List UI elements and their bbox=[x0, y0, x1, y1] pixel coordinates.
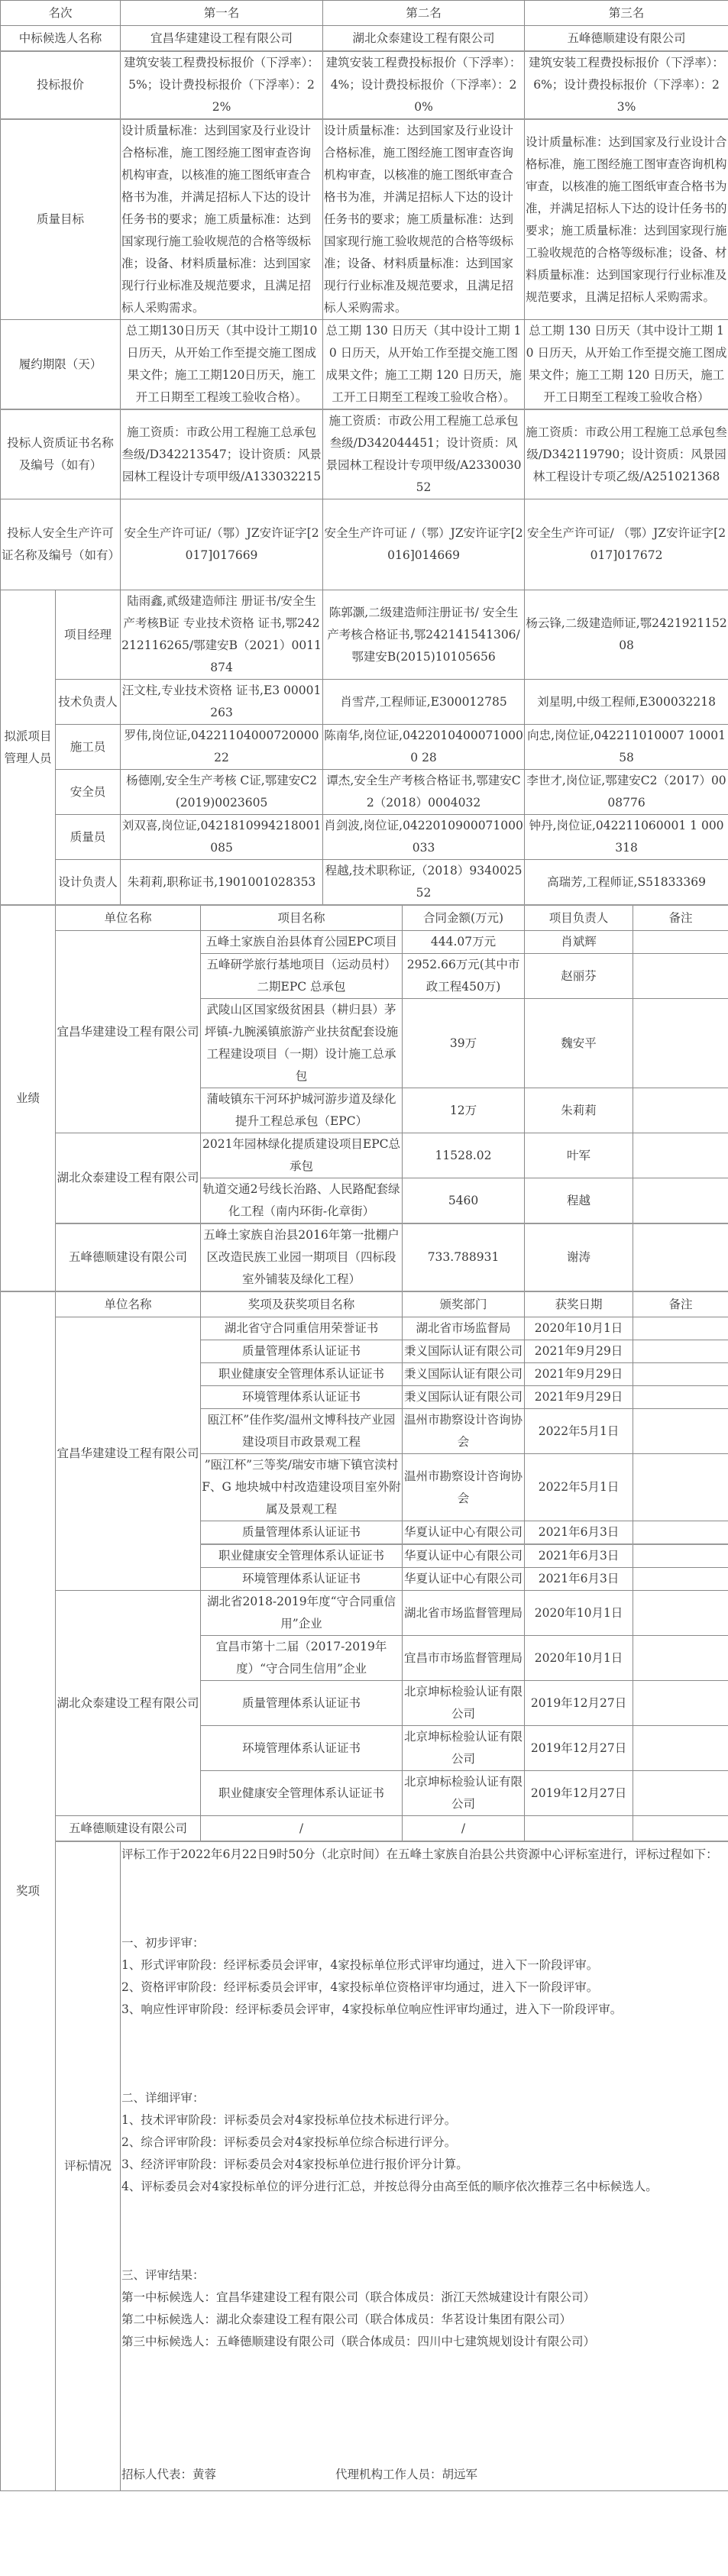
section-item: 第三中标候选人：五峰德顺建设有限公司（联合体成员：四川中七建筑规划设计有限公司） bbox=[121, 2335, 596, 2348]
rank-header-row bbox=[1, 1, 728, 26]
note bbox=[633, 999, 728, 1088]
award-issuer: 北京坤标检验认证有限公司 bbox=[403, 1726, 525, 1771]
note bbox=[633, 1088, 728, 1133]
candidate-name-row bbox=[1, 26, 728, 52]
personnel-row bbox=[1, 860, 728, 906]
evaluation-row bbox=[1, 1841, 728, 2491]
section-item: 3、经济评审阶段：评标委员会对4家投标单位进行报价评分计算。 bbox=[121, 2157, 468, 2171]
award-date: 2021年9月29日 bbox=[525, 1386, 633, 1409]
note bbox=[633, 1591, 728, 1636]
award-name: 职业健康安全管理体系认证证书 bbox=[201, 1544, 403, 1568]
award-issuer: 华夏认证中心有限公司 bbox=[403, 1568, 525, 1591]
personnel-row bbox=[1, 815, 728, 860]
tenderer-representative: 招标人代表：黄蓉 bbox=[121, 2468, 217, 2481]
project-name: 2021年园林绿化提质建设项目EPC总承包 bbox=[201, 1133, 403, 1178]
evaluation-label: 评标情况 bbox=[56, 1841, 121, 2491]
evaluation-content bbox=[121, 1841, 728, 2491]
bid-price-1: 建筑安装工程费投标报价（下浮率）：5%；设计费投标报价（下浮率）：22% bbox=[121, 51, 323, 119]
note bbox=[633, 1816, 728, 1842]
personnel-value: 肖雪芹,工程师证,E300012785 bbox=[323, 680, 525, 725]
contract-period-1: 总工期130日历天（其中设计工期10日历天，从开始工作至提交施工图成果文件；施工工期120日历天，施工开工日期至工程竣工验收合格）。 bbox=[121, 320, 323, 410]
note bbox=[633, 931, 728, 954]
award-name: 湖北省守合同重信用荣誉证书 bbox=[201, 1317, 403, 1340]
award-date: 2019年12月27日 bbox=[525, 1726, 633, 1771]
contract-amount: 11528.02 bbox=[403, 1133, 525, 1178]
award-issuer: 湖北省市场监督管理局 bbox=[403, 1591, 525, 1636]
personnel-row bbox=[1, 725, 728, 770]
note bbox=[633, 1544, 728, 1568]
award-issuer: 华夏认证中心有限公司 bbox=[403, 1544, 525, 1568]
personnel-value: 罗伟,岗位证,04221104000720000 22 bbox=[121, 725, 323, 770]
quality-target-3: 设计质量标准：达到国家及行业设计合格标准，施工图经施工图审查咨询机构审查，以核准的施工图纸审查合格书为准，并满足招标人下达的设计任务书的要求；施工质量标准：达到国家现行施工验收规范的合格等级标准；设备、材料质量标准：达到国家现行行业标准及规范要求，且满足招标人采购需求。 bbox=[525, 119, 728, 320]
note bbox=[633, 1133, 728, 1178]
safety-license-1: 安全生产许可证/（鄂）JZ安许证字[2017]017669 bbox=[121, 499, 323, 590]
personnel-value: 朱莉莉,职称证书,1901001028353 bbox=[121, 860, 323, 906]
award-name: 环境管理体系认证证书 bbox=[201, 1568, 403, 1591]
candidate-name-2: 湖北众泰建设工程有限公司 bbox=[323, 26, 525, 52]
evaluation-intro: 评标工作于2022年6月22日9时50分（北京时间）在五峰土家族自治县公共资源中心评标室进行，评标过程如下： bbox=[121, 1847, 718, 1861]
performance-header-row bbox=[1, 905, 728, 931]
personnel-value: 程越,技术职称证,（2018）934002552 bbox=[323, 860, 525, 906]
personnel-value: 李世才,岗位证,鄂建安C2（2017）0008776 bbox=[525, 770, 728, 815]
quality-target-1: 设计质量标准：达到国家及行业设计合格标准，施工图经施工图审查咨询机构审查，以核准的施工图纸审查合格书为准，并满足招标人下达的设计任务书的要求；施工质量标准：达到国家现行施工验收规范的合格等级标准；设备、材料质量标准：达到国家现行行业标准及规范要求，且满足招标人采购需求。 bbox=[121, 119, 323, 320]
award-date: 2021年6月3日 bbox=[525, 1544, 633, 1568]
award-row bbox=[1, 1816, 728, 1842]
candidate-name-1: 宜昌华建建设工程有限公司 bbox=[121, 26, 323, 52]
award-date: 2022年5月1日 bbox=[525, 1454, 633, 1521]
project-lead: 肖斌辉 bbox=[525, 931, 633, 954]
role-label: 质量员 bbox=[56, 815, 121, 860]
safety-license-row bbox=[1, 499, 728, 590]
award-issuer: 北京坤标检验认证有限公司 bbox=[403, 1771, 525, 1816]
unit-name: 湖北众泰建设工程有限公司 bbox=[56, 1591, 201, 1816]
note bbox=[633, 1223, 728, 1291]
awards-header-row bbox=[1, 1291, 728, 1317]
award-issuer: 宜昌市市场监督管理局 bbox=[403, 1636, 525, 1681]
note bbox=[633, 1363, 728, 1386]
project-lead: 赵丽芬 bbox=[525, 954, 633, 999]
rank-3-header: 第三名 bbox=[525, 1, 728, 26]
bid-price-row bbox=[1, 51, 728, 119]
note bbox=[633, 1386, 728, 1409]
award-name: 瓯江杯”佳作奖/温州文博科技产业园建设项目市政景观工程 bbox=[201, 1409, 403, 1454]
bid-price-2: 建筑安装工程费投标报价（下浮率）：4%；设计费投标报价（下浮率）：20% bbox=[323, 51, 525, 119]
contract-amount: 5460 bbox=[403, 1178, 525, 1224]
award-issuer: 秉义国际认证有限公司 bbox=[403, 1340, 525, 1363]
award-name: 环境管理体系认证证书 bbox=[201, 1726, 403, 1771]
qualification-row bbox=[1, 409, 728, 499]
award-row bbox=[1, 1591, 728, 1636]
award-name: 湖北省2018-2019年度“守合同重信用”企业 bbox=[201, 1591, 403, 1636]
row-label: 投标人资质证书名称及编号（如有） bbox=[1, 409, 121, 499]
col-date: 获奖日期 bbox=[525, 1291, 633, 1317]
contract-period-row bbox=[1, 320, 728, 410]
project-name: 轨道交通2号线长治路、人民路配套绿化工程（南内环街-化章街） bbox=[201, 1178, 403, 1224]
award-name: 质量管理体系认证证书 bbox=[201, 1521, 403, 1545]
project-lead: 朱莉莉 bbox=[525, 1088, 633, 1133]
award-issuer: 秉义国际认证有限公司 bbox=[403, 1386, 525, 1409]
award-issuer: 温州市勘察设计咨询协会 bbox=[403, 1409, 525, 1454]
personnel-value: 向忠,岗位证,042211010007 1000158 bbox=[525, 725, 728, 770]
award-name: 质量管理体系认证证书 bbox=[201, 1681, 403, 1726]
award-name: / bbox=[201, 1816, 403, 1842]
personnel-value: 刘双喜,岗位证,0421810994218001085 bbox=[121, 815, 323, 860]
bid-price-3: 建筑安装工程费投标报价（下浮率）：6%；设计费投标报价（下浮率）：23% bbox=[525, 51, 728, 119]
note bbox=[633, 1681, 728, 1726]
award-date: 2021年9月29日 bbox=[525, 1363, 633, 1386]
award-date: 2021年9月29日 bbox=[525, 1340, 633, 1363]
row-label: 履约期限（天） bbox=[1, 320, 121, 410]
note bbox=[633, 1178, 728, 1224]
project-lead: 程越 bbox=[525, 1178, 633, 1224]
row-label: 质量目标 bbox=[1, 119, 121, 320]
personnel-value: 肖剑波,岗位证,0422010900071000033 bbox=[323, 815, 525, 860]
award-issuer: 华夏认证中心有限公司 bbox=[403, 1521, 525, 1545]
personnel-row bbox=[1, 770, 728, 815]
personnel-row bbox=[1, 590, 728, 680]
project-name: 蒲岐镇东干河环护城河游步道及绿化提升工程总承包（EPC） bbox=[201, 1088, 403, 1133]
section-item: 1、形式评审阶段：经评标委员会评审，4家投标单位形式评审均通过，进入下一阶段评审。 bbox=[121, 1958, 599, 1972]
project-name: 五峰研学旅行基地项目（运动员村）二期EPC 总承包 bbox=[201, 954, 403, 999]
col-amount: 合同金额(万元) bbox=[403, 905, 525, 931]
col-note: 备注 bbox=[633, 905, 728, 931]
contract-amount: 733.788931 bbox=[403, 1223, 525, 1291]
quality-target-row bbox=[1, 119, 728, 320]
award-row bbox=[1, 1317, 728, 1340]
rank-label: 名次 bbox=[1, 1, 121, 26]
award-name: 环境管理体系认证证书 bbox=[201, 1386, 403, 1409]
personnel-value: 汪文柱,专业技术资格 证书,E3 00001263 bbox=[121, 680, 323, 725]
note bbox=[633, 954, 728, 999]
personnel-value: 陈郭灏,二级建造师注册证书/ 安全生产考核合格证书,鄂242141541306/鄂建安B(2015)10105656 bbox=[323, 590, 525, 680]
personnel-group-label: 拟派项目管理人员 bbox=[1, 590, 56, 906]
contract-period-3: 总工期 130 日历天（其中设计工期 10 日历天，从开始工作至提交施工图成果文件；施工工期 120 日历天，施工开工日期至工程竣工验收合格） bbox=[525, 320, 728, 410]
rank-1-header: 第一名 bbox=[121, 1, 323, 26]
personnel-value: 钟丹,岗位证,042211060001 1 000318 bbox=[525, 815, 728, 860]
col-project: 项目名称 bbox=[201, 905, 403, 931]
section-title: 三、评审结果： bbox=[121, 2268, 205, 2282]
award-issuer: 湖北省市场监督局 bbox=[403, 1317, 525, 1340]
personnel-value: 谭杰,安全生产考核合格证书,鄂建安C2（2018）0004032 bbox=[323, 770, 525, 815]
award-issuer: 北京坤标检验认证有限公司 bbox=[403, 1681, 525, 1726]
award-date: 2021年6月3日 bbox=[525, 1521, 633, 1545]
section-title: 二、详细评审： bbox=[121, 2091, 205, 2105]
unit-name: 五峰德顺建设有限公司 bbox=[56, 1223, 201, 1291]
award-date: 2020年10月1日 bbox=[525, 1636, 633, 1681]
note bbox=[633, 1409, 728, 1454]
note bbox=[633, 1726, 728, 1771]
unit-name: 宜昌华建建设工程有限公司 bbox=[56, 931, 201, 1133]
safety-license-3: 安全生产许可证/ （鄂）JZ安许证字[2017]017672 bbox=[525, 499, 728, 590]
personnel-value: 杨德刚,安全生产考核 C证,鄂建安C2(2019)0023605 bbox=[121, 770, 323, 815]
section-item: 第二中标候选人：湖北众泰建设工程有限公司（联合体成员：华茗设计集团有限公司） bbox=[121, 2313, 572, 2326]
personnel-value: 杨云锋,二级建造师证,鄂242192115208 bbox=[525, 590, 728, 680]
unit-name: 宜昌华建建设工程有限公司 bbox=[56, 1317, 201, 1591]
personnel-row bbox=[1, 680, 728, 725]
contract-amount: 444.07万元 bbox=[403, 931, 525, 954]
performance-row bbox=[1, 1133, 728, 1178]
section-item: 2、综合评审阶段：评标委员会对4家投标单位综合标进行评分。 bbox=[121, 2135, 457, 2149]
signature-line bbox=[121, 2464, 728, 2486]
section-title: 一、初步评审： bbox=[121, 1936, 205, 1950]
col-issuer: 颁奖部门 bbox=[403, 1291, 525, 1317]
col-unit: 单位名称 bbox=[56, 1291, 201, 1317]
award-date: 2020年10月1日 bbox=[525, 1591, 633, 1636]
note bbox=[633, 1771, 728, 1816]
performance-section-label: 业绩 bbox=[1, 905, 56, 1291]
row-label: 投标报价 bbox=[1, 51, 121, 119]
contract-period-2: 总工期 130 日历天（其中设计工期 10 日历天，从开始工作至提交施工图成果文件；施工工期 120 日历天，施工开工日期至工程竣工验收合格）。 bbox=[323, 320, 525, 410]
award-name: 宜昌市第十二届（2017-2019年度）“守合同生信用”企业 bbox=[201, 1636, 403, 1681]
personnel-value: 陈南华,岗位证,04220104000710000 28 bbox=[323, 725, 525, 770]
qualification-3: 施工资质：市政公用工程施工总承包叁级/D342119790；设计资质：风景园林工程设计专项乙级/A251021368 bbox=[525, 409, 728, 499]
row-label: 投标人安全生产许可证名称及编号（如有） bbox=[1, 499, 121, 590]
note bbox=[633, 1521, 728, 1545]
project-lead: 魏安平 bbox=[525, 999, 633, 1088]
section-item: 第一中标候选人：宜昌华建建设工程有限公司（联合体成员：浙江天然城建设计有限公司） bbox=[121, 2290, 596, 2304]
col-note: 备注 bbox=[633, 1291, 728, 1317]
col-award-name: 奖项及获奖项目名称 bbox=[201, 1291, 403, 1317]
project-lead: 谢涛 bbox=[525, 1223, 633, 1291]
project-lead: 叶军 bbox=[525, 1133, 633, 1178]
note bbox=[633, 1636, 728, 1681]
role-label: 项目经理 bbox=[56, 590, 121, 680]
contract-amount: 12万 bbox=[403, 1088, 525, 1133]
role-label: 施工员 bbox=[56, 725, 121, 770]
safety-license-2: 安全生产许可证 /（鄂）JZ安许证字[2016]014669 bbox=[323, 499, 525, 590]
award-date: 2021年6月3日 bbox=[525, 1568, 633, 1591]
award-date: 2020年10月1日 bbox=[525, 1317, 633, 1340]
award-issuer: / bbox=[403, 1816, 525, 1842]
unit-name: 五峰德顺建设有限公司 bbox=[56, 1816, 201, 1842]
personnel-value: 刘星明,中级工程师,E300032218 bbox=[525, 680, 728, 725]
personnel-value: 高瑞芳,工程师证,S51833369 bbox=[525, 860, 728, 906]
personnel-value: 陆雨鑫,贰级建造师注 册证书/安全生产考核B证 专业技术资格 证书,鄂242212116265/鄂建安B（2021）0011874 bbox=[121, 590, 323, 680]
role-label: 安全员 bbox=[56, 770, 121, 815]
rank-2-header: 第二名 bbox=[323, 1, 525, 26]
award-date: 2022年5月1日 bbox=[525, 1409, 633, 1454]
row-label: 中标候选人名称 bbox=[1, 26, 121, 52]
project-name: 五峰土家族自治县2016年第一批棚户区改造民族工业园一期项目（四标段室外铺装及绿化工程） bbox=[201, 1223, 403, 1291]
section-item: 4、评标委员会对4家投标单位的评分进行汇总，并按总得分由高至低的顺序依次推荐三名中标候选人。 bbox=[121, 2180, 658, 2193]
award-date: 2019年12月27日 bbox=[525, 1771, 633, 1816]
award-name: 质量管理体系认证证书 bbox=[201, 1340, 403, 1363]
performance-row bbox=[1, 1223, 728, 1291]
award-date: 2019年12月27日 bbox=[525, 1681, 633, 1726]
qualification-2: 施工资质：市政公用工程施工总承包叁级/D342044451；设计资质：风景园林工程设计专项甲级/A233003052 bbox=[323, 409, 525, 499]
section-item: 1、技术评审阶段：评标委员会对4家投标单位技术标进行评分。 bbox=[121, 2113, 457, 2127]
qualification-1: 施工资质：市政公用工程施工总承包叁级/D342213547；设计资质：风景园林工程设计专项甲级/A133032215 bbox=[121, 409, 323, 499]
award-issuer: 温州市勘察设计咨询协会 bbox=[403, 1454, 525, 1521]
col-lead: 项目负责人 bbox=[525, 905, 633, 931]
note bbox=[633, 1317, 728, 1340]
project-name: 五峰土家族自治县体育公园EPC项目 bbox=[201, 931, 403, 954]
performance-row bbox=[1, 931, 728, 954]
award-name: ”瓯江杯”三等奖/瑞安市塘下镇官渎村F、G 地块城中村改造建设项目室外附属及景观工程 bbox=[201, 1454, 403, 1521]
note bbox=[633, 1454, 728, 1521]
section-item: 3、响应性评审阶段：经评标委员会评审，4家投标单位响应性评审均通过，进入下一阶段评审。 bbox=[121, 2002, 623, 2016]
unit-name: 湖北众泰建设工程有限公司 bbox=[56, 1133, 201, 1224]
award-name: 职业健康安全管理体系认证证书 bbox=[201, 1363, 403, 1386]
agency-staff: 代理机构工作人员：胡远军 bbox=[335, 2468, 478, 2481]
award-date bbox=[525, 1816, 633, 1842]
award-name: 职业健康安全管理体系认证证书 bbox=[201, 1771, 403, 1816]
contract-amount: 2952.66万元(其中市政工程450万) bbox=[403, 954, 525, 999]
awards-section-label: 奖项 bbox=[1, 1291, 56, 2491]
role-label: 设计负责人 bbox=[56, 860, 121, 906]
candidate-name-3: 五峰德顺建设有限公司 bbox=[525, 26, 728, 52]
col-unit: 单位名称 bbox=[56, 905, 201, 931]
project-name: 武陵山区国家级贫困县（耕归县）茅坪镇-九腕溪镇旅游产业扶贫配套设施工程建设项目（一期）设计施工总承包 bbox=[201, 999, 403, 1088]
note bbox=[633, 1568, 728, 1591]
note bbox=[633, 1340, 728, 1363]
section-item: 2、资格评审阶段：经评标委员会评审，4家投标单位资格评审均通过，进入下一阶段评审。 bbox=[121, 1980, 599, 1994]
role-label: 技术负责人 bbox=[56, 680, 121, 725]
award-issuer: 秉义国际认证有限公司 bbox=[403, 1363, 525, 1386]
contract-amount: 39万 bbox=[403, 999, 525, 1088]
quality-target-2: 设计质量标准：达到国家及行业设计合格标准，施工图经施工图审查咨询机构审查，以核准的施工图纸审查合格书为准，并满足招标人下达的设计任务书的要求；施工质量标准：达到国家现行施工验收规范的合格等级标准；设备、材料质量标准：达到国家现行行业标准及规范要求，且满足招标人采购需求。 bbox=[323, 119, 525, 320]
